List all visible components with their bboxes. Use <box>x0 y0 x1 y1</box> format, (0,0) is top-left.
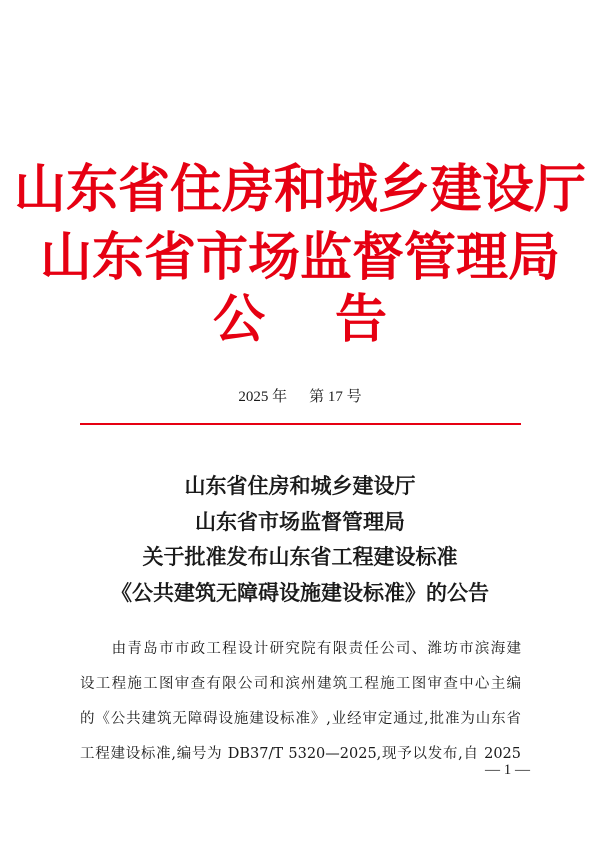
body-line: 工程建设标准,编号为 DB37/T 5320—2025,现予以发布,自 2025 <box>80 746 521 762</box>
notice-title: 公告 <box>212 289 457 350</box>
page-number: — 1 — <box>485 762 530 778</box>
document-number <box>0 387 600 407</box>
issuer-line-housing-department: 山东省住房和城乡建设厅 <box>13 159 586 220</box>
heading-line: 山东省住房和城乡建设厅 <box>184 473 416 498</box>
issuer-line-market-administration: 山东省市场监督管理局 <box>39 227 560 288</box>
heading-line: 关于批准发布山东省工程建设标准 <box>142 544 458 569</box>
body-line: 设工程施工图审查有限公司和滨州建筑工程施工图审查中心主编 <box>80 676 521 692</box>
document-serial: 第 17 号 <box>309 389 362 405</box>
heading-line: 山东省市场监督管理局 <box>195 508 405 534</box>
announcement-heading <box>0 468 600 610</box>
announcement-body <box>80 632 521 772</box>
document-year: 2025 年 <box>238 389 288 405</box>
heading-line: 《公共建筑无障碍设施建设标准》的公告 <box>111 579 489 605</box>
red-divider-line <box>80 423 521 425</box>
body-line: 由青岛市市政工程设计研究院有限责任公司、潍坊市滨海建 <box>80 641 521 657</box>
body-line: 的《公共建筑无障碍设施建设标准》,业经审定通过,批准为山东省 <box>80 711 521 727</box>
